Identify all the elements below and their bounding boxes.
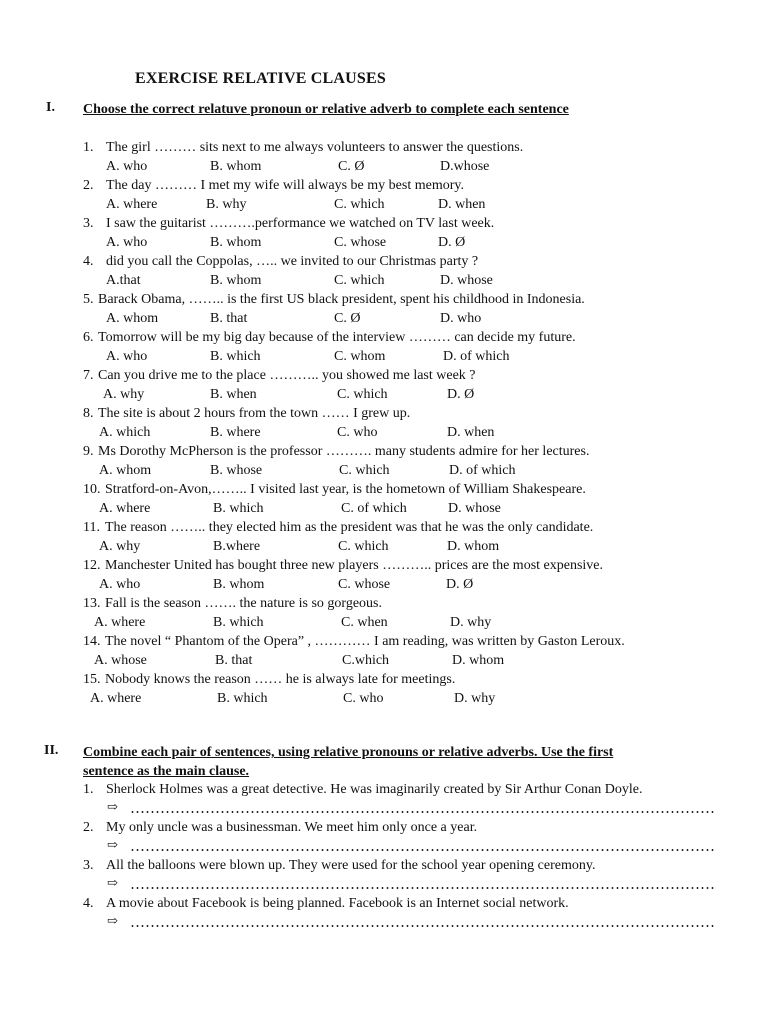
answer-option-c[interactable]: C. whose — [338, 577, 391, 592]
combine-sentences: A movie about Facebook is being planned. Facebook is an Internet social network. — [106, 896, 569, 911]
answer-option-b[interactable]: B. whose — [210, 463, 263, 478]
combine-item — [0, 780, 768, 799]
answer-option-a[interactable]: A. which — [99, 425, 151, 440]
answer-option-a[interactable]: A. who — [106, 159, 148, 174]
question-row — [0, 518, 768, 537]
question-number: 9. — [83, 444, 94, 459]
question-text: The girl ……… sits next to me always volunteers to answer the questions. — [106, 140, 524, 155]
combine-sentences: All the balloons were blown up. They were used for the school year opening ceremony. — [106, 858, 596, 873]
answer-option-a[interactable]: A. why — [103, 387, 145, 402]
options-row — [0, 537, 768, 556]
answer-option-d[interactable]: D. when — [447, 425, 495, 440]
question-number: 7. — [83, 368, 94, 383]
answer-option-c[interactable]: C. whose — [334, 235, 387, 250]
question-number: 12. — [83, 558, 101, 573]
question-text: did you call the Coppolas, ….. we invited to our Christmas party ? — [106, 254, 479, 269]
answer-option-b[interactable]: B. whom — [210, 273, 262, 288]
combine-item — [0, 818, 768, 837]
answer-option-b[interactable]: B. that — [210, 311, 248, 326]
section-2-heading-line-2: sentence as the main clause. — [83, 764, 250, 779]
section-1-number: I. — [46, 100, 55, 115]
question-number: 6. — [83, 330, 94, 345]
answer-option-d[interactable]: D. when — [438, 197, 486, 212]
answer-option-d[interactable]: D. why — [454, 691, 496, 706]
answer-option-a[interactable]: A.that — [106, 273, 141, 288]
answer-option-c[interactable]: C. of which — [341, 501, 407, 516]
answer-option-c[interactable]: C.which — [342, 653, 390, 668]
page-title: EXERCISE RELATIVE CLAUSES — [135, 70, 386, 87]
question-number: 15. — [83, 672, 101, 687]
answer-option-d[interactable]: D. Ø — [447, 387, 475, 402]
answer-option-c[interactable]: C. which — [337, 387, 388, 402]
options-row — [0, 461, 768, 480]
answer-option-b[interactable]: B.where — [213, 539, 261, 554]
combine-item — [0, 894, 768, 913]
combine-number: 3. — [83, 858, 94, 873]
answer-option-d[interactable]: D. whom — [452, 653, 505, 668]
question-text: Tomorrow will be my big day because of the interview ……… can decide my future. — [98, 330, 576, 345]
question-row — [0, 290, 768, 309]
answer-option-a[interactable]: A. who — [99, 577, 141, 592]
section-2-number: II. — [44, 743, 59, 758]
question-row — [0, 328, 768, 347]
combine-sentences: Sherlock Holmes was a great detective. He was imaginarily created by Sir Arthur Conan Doyle. — [106, 782, 643, 797]
question-number: 3. — [83, 216, 94, 231]
combine-number: 2. — [83, 820, 94, 835]
question-text: Stratford-on-Avon,…….. I visited last year, is the hometown of William Shakespeare. — [105, 482, 586, 497]
question-text: I saw the guitarist ……….performance we watched on TV last week. — [106, 216, 495, 231]
answer-option-d[interactable]: D. whose — [440, 273, 493, 288]
answer-option-d[interactable]: D. who — [440, 311, 482, 326]
question-text: Nobody knows the reason …… he is always late for meetings. — [105, 672, 456, 687]
question-row — [0, 138, 768, 157]
options-row — [0, 689, 768, 708]
question-text: Ms Dorothy McPherson is the professor ………. many students admire for her lectures. — [98, 444, 590, 459]
question-row — [0, 594, 768, 613]
answer-line[interactable] — [130, 886, 715, 890]
options-row — [0, 575, 768, 594]
answer-option-c[interactable]: C. which — [334, 197, 385, 212]
question-row — [0, 176, 768, 195]
options-row — [0, 195, 768, 214]
question-number: 2. — [83, 178, 94, 193]
question-text: Can you drive me to the place ……….. you showed me last week ? — [98, 368, 476, 383]
question-text: Fall is the season ……. the nature is so gorgeous. — [105, 596, 382, 611]
question-row — [0, 556, 768, 575]
combine-number: 4. — [83, 896, 94, 911]
question-number: 4. — [83, 254, 94, 269]
answer-line[interactable] — [130, 924, 715, 928]
answer-option-a[interactable]: A. where — [106, 197, 158, 212]
question-number: 10. — [83, 482, 101, 497]
answer-option-c[interactable]: C. whom — [334, 349, 386, 364]
combine-number: 1. — [83, 782, 94, 797]
question-number: 11. — [83, 520, 100, 535]
section-2-heading-line-1: Combine each pair of sentences, using relative pronouns or relative adverbs. Use the first — [83, 745, 614, 760]
question-text: The novel “ Phantom of the Opera” , ………… I am reading, was written by Gaston Leroux. — [105, 634, 625, 649]
answer-option-c[interactable]: C. which — [339, 463, 390, 478]
question-text: The day ……… I met my wife will always be my best memory. — [106, 178, 464, 193]
answer-option-a[interactable]: A. where — [99, 501, 151, 516]
answer-option-c[interactable]: C. which — [338, 539, 389, 554]
answer-option-c[interactable]: C. which — [334, 273, 385, 288]
answer-line[interactable] — [130, 848, 715, 852]
answer-option-a[interactable]: A. who — [106, 235, 148, 250]
options-row — [0, 347, 768, 366]
question-number: 14. — [83, 634, 101, 649]
question-row — [0, 632, 768, 651]
options-row — [0, 499, 768, 518]
question-text: The site is about 2 hours from the town …… I grew up. — [98, 406, 411, 421]
answer-option-c[interactable]: C. who — [343, 691, 384, 706]
question-number: 5. — [83, 292, 94, 307]
section-1-heading: Choose the correct relatuve pronoun or relative adverb to complete each sentence — [83, 102, 569, 117]
answer-option-a[interactable]: A. whom — [99, 463, 152, 478]
question-row — [0, 404, 768, 423]
options-row — [0, 651, 768, 670]
question-row — [0, 366, 768, 385]
answer-option-c[interactable]: C. who — [337, 425, 378, 440]
options-row — [0, 423, 768, 442]
question-row — [0, 480, 768, 499]
answer-option-c[interactable]: C. when — [341, 615, 388, 630]
answer-option-d[interactable]: D. of which — [443, 349, 510, 364]
answer-option-c[interactable]: C. Ø — [338, 159, 365, 174]
answer-option-b[interactable]: B. that — [215, 653, 253, 668]
question-text: Barack Obama, …….. is the first US black president, spent his childhood in Indonesia. — [98, 292, 585, 307]
answer-option-a[interactable]: A. why — [99, 539, 141, 554]
question-number: 13. — [83, 596, 101, 611]
arrow-right-icon: ⇨ — [107, 837, 118, 852]
answer-option-a[interactable]: A. who — [106, 349, 148, 364]
question-row — [0, 214, 768, 233]
answer-option-b[interactable]: B. when — [210, 387, 257, 402]
arrow-right-icon: ⇨ — [107, 875, 118, 890]
answer-option-b[interactable]: B. whom — [213, 577, 265, 592]
question-number: 1. — [83, 140, 94, 155]
question-number: 8. — [83, 406, 94, 421]
options-row — [0, 157, 768, 176]
answer-option-c[interactable]: C. Ø — [334, 311, 361, 326]
answer-option-b[interactable]: B. whom — [210, 159, 262, 174]
options-row — [0, 309, 768, 328]
answer-option-b[interactable]: B. which — [213, 501, 264, 516]
question-text: Manchester United has bought three new players ……….. prices are the most expensive. — [105, 558, 604, 573]
arrow-right-icon: ⇨ — [107, 799, 118, 814]
arrow-right-icon: ⇨ — [107, 913, 118, 928]
combine-item — [0, 856, 768, 875]
answer-option-b[interactable]: B. where — [210, 425, 261, 440]
answer-option-b[interactable]: B. why — [206, 197, 247, 212]
options-row — [0, 385, 768, 404]
answer-option-a[interactable]: A. whom — [106, 311, 159, 326]
combine-sentences: My only uncle was a businessman. We meet him only once a year. — [106, 820, 478, 835]
answer-option-d[interactable]: D. whose — [448, 501, 501, 516]
answer-option-a[interactable]: A. where — [94, 615, 146, 630]
answer-option-b[interactable]: B. whom — [210, 235, 262, 250]
answer-option-b[interactable]: B. which — [210, 349, 261, 364]
question-text: The reason …….. they elected him as the president was that he was the only candidate. — [105, 520, 594, 535]
answer-option-a[interactable]: A. whose — [94, 653, 147, 668]
answer-option-b[interactable]: B. which — [213, 615, 264, 630]
question-row — [0, 252, 768, 271]
answer-option-d[interactable]: D. Ø — [446, 577, 474, 592]
answer-option-d[interactable]: D. Ø — [438, 235, 466, 250]
options-row — [0, 233, 768, 252]
answer-option-d[interactable]: D. whom — [447, 539, 500, 554]
options-row — [0, 271, 768, 290]
answer-option-a[interactable]: A. where — [90, 691, 142, 706]
question-row — [0, 670, 768, 689]
answer-line[interactable] — [130, 810, 715, 814]
question-row — [0, 442, 768, 461]
options-row — [0, 613, 768, 632]
answer-option-b[interactable]: B. which — [217, 691, 268, 706]
answer-option-d[interactable]: D. why — [450, 615, 492, 630]
answer-option-d[interactable]: D.whose — [440, 159, 490, 174]
answer-option-d[interactable]: D. of which — [449, 463, 516, 478]
